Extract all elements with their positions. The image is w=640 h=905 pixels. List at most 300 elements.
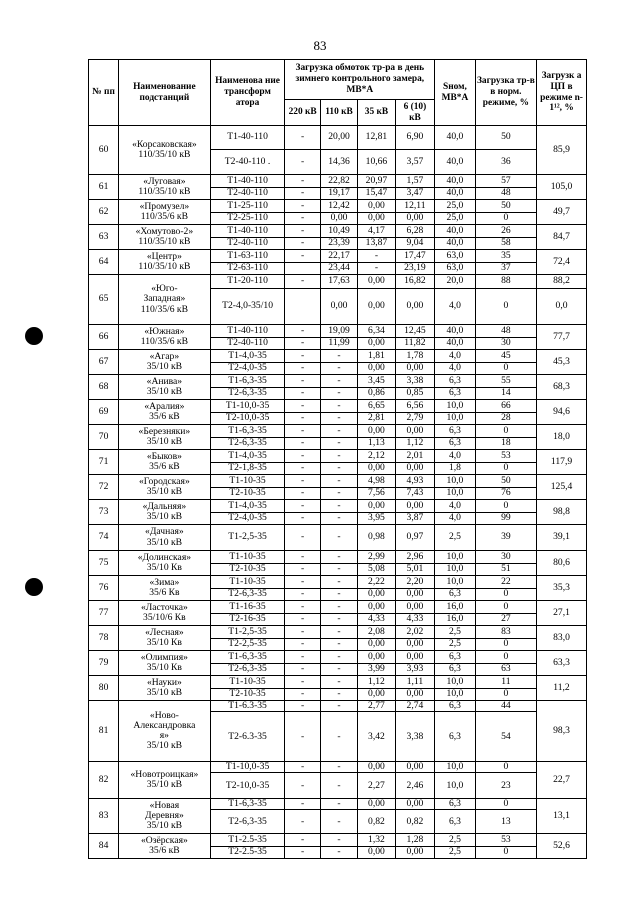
table-row bbox=[89, 175, 587, 188]
header-load-group: Загрузка обмоток тр-ра в день зимнего контрольного замера, МВ*А bbox=[285, 60, 435, 100]
load-35kv: 12,81 bbox=[358, 126, 395, 150]
load-35kv: 3,45 bbox=[358, 375, 395, 388]
cp-load-n1: 77,7 bbox=[537, 325, 587, 350]
transformer-name: Т2-6,3-35 bbox=[210, 810, 285, 834]
load-35kv: 2,27 bbox=[358, 773, 395, 799]
cp-load-n1: 45,3 bbox=[537, 350, 587, 375]
load-6-10kv: 3,38 bbox=[395, 712, 435, 762]
row-number: 60 bbox=[89, 126, 119, 175]
row-number: 79 bbox=[89, 651, 119, 676]
cp-load-n1: 52,6 bbox=[537, 834, 587, 859]
transformer-name: Т1-10,0-35 bbox=[210, 762, 285, 773]
snom-value: 40,0 bbox=[435, 237, 476, 250]
load-percent: 44 bbox=[475, 701, 536, 712]
transformer-name: Т2-40-110 bbox=[210, 237, 285, 250]
cp-load-n1: 85,9 bbox=[537, 126, 587, 175]
load-220kv: - bbox=[285, 412, 320, 425]
load-110kv: - bbox=[320, 651, 357, 664]
substation-name: «Хомутово-2» 110/35/10 кВ bbox=[119, 225, 210, 250]
row-number: 72 bbox=[89, 475, 119, 500]
load-35kv: 2,81 bbox=[358, 412, 395, 425]
load-110kv: - bbox=[320, 563, 357, 576]
table-row bbox=[89, 450, 587, 463]
transformer-name: Т1-6.3-35 bbox=[210, 701, 285, 712]
row-number: 80 bbox=[89, 676, 119, 701]
load-110kv: - bbox=[320, 588, 357, 601]
substation-name: «Олимпия» 35/10 Кв bbox=[119, 651, 210, 676]
load-percent: 35 bbox=[475, 250, 536, 263]
load-35kv: 0,00 bbox=[358, 846, 395, 859]
cp-load-n1: 105,0 bbox=[537, 175, 587, 200]
load-percent: 0 bbox=[475, 688, 536, 701]
load-110kv: 22,17 bbox=[320, 250, 357, 263]
substation-name: «Южная» 110/35/6 кВ bbox=[119, 325, 210, 350]
table-body bbox=[89, 126, 587, 859]
load-percent: 76 bbox=[475, 487, 536, 500]
load-6-10kv: 0,00 bbox=[395, 651, 435, 664]
load-percent: 55 bbox=[475, 375, 536, 388]
table-row bbox=[89, 350, 587, 363]
snom-value: 25,0 bbox=[435, 212, 476, 225]
load-6-10kv: 1,12 bbox=[395, 437, 435, 450]
transformer-name: Т1-4,0-35 bbox=[210, 450, 285, 463]
load-35kv: 0,00 bbox=[358, 462, 395, 475]
load-220kv: - bbox=[285, 762, 320, 773]
transformer-name: Т2-40-110 bbox=[210, 187, 285, 200]
load-percent: 54 bbox=[475, 712, 536, 762]
load-110kv: - bbox=[320, 846, 357, 859]
table-row bbox=[89, 375, 587, 388]
load-220kv: - bbox=[285, 475, 320, 488]
snom-value: 10,0 bbox=[435, 400, 476, 413]
header-110kv: 110 кВ bbox=[320, 100, 357, 126]
load-110kv: - bbox=[320, 576, 357, 589]
row-number: 77 bbox=[89, 601, 119, 626]
substation-name: «Зима» 35/6 Кв bbox=[119, 576, 210, 601]
load-6-10kv: 0,85 bbox=[395, 387, 435, 400]
substation-name: «Ново- Александровка я» 35/10 кВ bbox=[119, 701, 210, 762]
load-35kv: 2,12 bbox=[358, 450, 395, 463]
transformer-name: Т2-4,0-35 bbox=[210, 512, 285, 525]
snom-value: 6,3 bbox=[435, 588, 476, 601]
transformer-name: Т2-63-110 bbox=[210, 262, 285, 275]
substation-name: «Науки» 35/10 кВ bbox=[119, 676, 210, 701]
load-35kv: 10,66 bbox=[358, 150, 395, 175]
transformer-name: Т1-10,0-35 bbox=[210, 400, 285, 413]
snom-value: 10,0 bbox=[435, 563, 476, 576]
load-35kv: 15,47 bbox=[358, 187, 395, 200]
load-110kv: - bbox=[320, 525, 357, 551]
row-number: 78 bbox=[89, 626, 119, 651]
transformer-name: Т2-10-35 bbox=[210, 563, 285, 576]
load-35kv: 1,12 bbox=[358, 676, 395, 689]
table-row bbox=[89, 701, 587, 712]
load-220kv: - bbox=[285, 551, 320, 564]
transformer-name: Т1-2,5-35 bbox=[210, 525, 285, 551]
load-220kv: - bbox=[285, 375, 320, 388]
load-110kv: 19,17 bbox=[320, 187, 357, 200]
substation-name: «Дальняя» 35/10 кВ bbox=[119, 500, 210, 525]
snom-value: 4,0 bbox=[435, 350, 476, 363]
header-num: № пп bbox=[89, 60, 119, 126]
load-percent: 0 bbox=[475, 846, 536, 859]
transformer-name: Т1-16-35 bbox=[210, 601, 285, 614]
row-number: 76 bbox=[89, 576, 119, 601]
load-220kv: - bbox=[285, 325, 320, 338]
load-220kv: - bbox=[285, 275, 320, 289]
header-35kv: 35 кВ bbox=[358, 100, 395, 126]
load-220kv: - bbox=[285, 701, 320, 712]
snom-value: 10,0 bbox=[435, 762, 476, 773]
load-percent: 28 bbox=[475, 412, 536, 425]
substation-name: «Промузел» 110/35/6 кВ bbox=[119, 200, 210, 225]
load-6-10kv: 2,74 bbox=[395, 701, 435, 712]
substation-name: «Анива» 35/10 кВ bbox=[119, 375, 210, 400]
load-6-10kv: 2,96 bbox=[395, 551, 435, 564]
load-percent: 30 bbox=[475, 551, 536, 564]
load-220kv: - bbox=[285, 601, 320, 614]
snom-value: 6,3 bbox=[435, 437, 476, 450]
load-percent: 23 bbox=[475, 773, 536, 799]
table-row bbox=[89, 651, 587, 664]
table-row bbox=[89, 250, 587, 263]
load-percent: 0 bbox=[475, 601, 536, 614]
load-6-10kv: 9,04 bbox=[395, 237, 435, 250]
load-6-10kv: 0,00 bbox=[395, 462, 435, 475]
load-percent: 0 bbox=[475, 762, 536, 773]
snom-value: 4,0 bbox=[435, 362, 476, 375]
substation-name: «Агар» 35/10 кВ bbox=[119, 350, 210, 375]
header-snom: Sном, МВ*А bbox=[435, 60, 476, 126]
snom-value: 6,3 bbox=[435, 712, 476, 762]
snom-value: 10,0 bbox=[435, 412, 476, 425]
snom-value: 4,0 bbox=[435, 512, 476, 525]
load-35kv: 2,22 bbox=[358, 576, 395, 589]
transformer-name: Т1-10-35 bbox=[210, 551, 285, 564]
load-220kv: - bbox=[285, 200, 320, 213]
load-35kv: 0,00 bbox=[358, 289, 395, 325]
load-220kv: - bbox=[285, 500, 320, 513]
transformer-name: Т1-10-35 bbox=[210, 576, 285, 589]
load-110kv: - bbox=[320, 400, 357, 413]
table-row bbox=[89, 525, 587, 551]
transformer-name: Т2-4,0-35 bbox=[210, 362, 285, 375]
load-35kv: 13,87 bbox=[358, 237, 395, 250]
load-220kv: - bbox=[285, 588, 320, 601]
load-percent: 0 bbox=[475, 638, 536, 651]
load-6-10kv: 0,00 bbox=[395, 799, 435, 810]
load-6-10kv: 0,00 bbox=[395, 762, 435, 773]
transformer-name: Т1-6,3-35 bbox=[210, 651, 285, 664]
snom-value: 25,0 bbox=[435, 200, 476, 213]
load-35kv: 2,77 bbox=[358, 701, 395, 712]
load-220kv: - bbox=[285, 187, 320, 200]
row-number: 75 bbox=[89, 551, 119, 576]
cp-load-n1: 68,3 bbox=[537, 375, 587, 400]
load-percent: 83 bbox=[475, 626, 536, 639]
load-6-10kv: 0,00 bbox=[395, 289, 435, 325]
load-6-10kv: 1,28 bbox=[395, 834, 435, 847]
snom-value: 2,5 bbox=[435, 638, 476, 651]
substation-name: «Новая Деревня» 35/10 кВ bbox=[119, 799, 210, 834]
transformer-name: Т1-20-110 bbox=[210, 275, 285, 289]
load-percent: 48 bbox=[475, 325, 536, 338]
transformer-name: Т2-1,8-35 bbox=[210, 462, 285, 475]
load-220kv: - bbox=[285, 525, 320, 551]
load-220kv: - bbox=[285, 225, 320, 238]
load-6-10kv: 0,00 bbox=[395, 425, 435, 438]
load-6-10kv: 0,00 bbox=[395, 846, 435, 859]
snom-value: 4,0 bbox=[435, 289, 476, 325]
snom-value: 6,3 bbox=[435, 799, 476, 810]
load-220kv: - bbox=[285, 576, 320, 589]
load-6-10kv: 0,00 bbox=[395, 212, 435, 225]
load-percent: 0 bbox=[475, 425, 536, 438]
snom-value: 6,3 bbox=[435, 387, 476, 400]
load-percent: 0 bbox=[475, 362, 536, 375]
transformer-name: Т1-4,0-35 bbox=[210, 500, 285, 513]
load-110kv: - bbox=[320, 375, 357, 388]
load-percent: 63 bbox=[475, 663, 536, 676]
load-110kv: 23,44 bbox=[320, 262, 357, 275]
load-110kv: 0,00 bbox=[320, 212, 357, 225]
load-110kv: 17,63 bbox=[320, 275, 357, 289]
load-6-10kv: 0,97 bbox=[395, 525, 435, 551]
load-percent: 0 bbox=[475, 799, 536, 810]
load-percent: 58 bbox=[475, 237, 536, 250]
substation-name: «Центр» 110/35/10 кВ bbox=[119, 250, 210, 275]
load-110kv: - bbox=[320, 638, 357, 651]
load-6-10kv: 0,00 bbox=[395, 601, 435, 614]
cp-load-n1: 49,7 bbox=[537, 200, 587, 225]
load-220kv: - bbox=[285, 712, 320, 762]
snom-value: 10,0 bbox=[435, 551, 476, 564]
load-110kv: - bbox=[320, 362, 357, 375]
load-35kv: 5,08 bbox=[358, 563, 395, 576]
load-6-10kv: 0,00 bbox=[395, 500, 435, 513]
load-110kv: - bbox=[320, 676, 357, 689]
load-6-10kv: 0,00 bbox=[395, 688, 435, 701]
load-35kv: 0,00 bbox=[358, 500, 395, 513]
transformer-name: Т2-6,3-35 bbox=[210, 387, 285, 400]
cp-load-n1: 18,0 bbox=[537, 425, 587, 450]
cp-load-n1: 0,0 bbox=[537, 289, 587, 325]
transformer-name: Т2-4,0-35/10 bbox=[210, 289, 285, 325]
load-220kv: - bbox=[285, 834, 320, 847]
transformer-name: Т2-6,3-35 bbox=[210, 437, 285, 450]
page-number: 83 bbox=[313, 38, 327, 53]
snom-value: 4,0 bbox=[435, 450, 476, 463]
load-35kv: 1,81 bbox=[358, 350, 395, 363]
load-220kv: - bbox=[285, 337, 320, 350]
load-220kv: - bbox=[285, 626, 320, 639]
cp-load-n1: 83,0 bbox=[537, 626, 587, 651]
snom-value: 10,0 bbox=[435, 688, 476, 701]
load-110kv: 14,36 bbox=[320, 150, 357, 175]
load-6-10kv: 6,56 bbox=[395, 400, 435, 413]
load-110kv: - bbox=[320, 712, 357, 762]
load-220kv: - bbox=[285, 425, 320, 438]
substation-name: «Долинская» 35/10 Кв bbox=[119, 551, 210, 576]
load-35kv: 0,00 bbox=[358, 762, 395, 773]
load-110kv: - bbox=[320, 462, 357, 475]
load-percent: 45 bbox=[475, 350, 536, 363]
snom-value: 6,3 bbox=[435, 425, 476, 438]
load-110kv: - bbox=[320, 387, 357, 400]
transformer-name: Т2-40-110 . bbox=[210, 150, 285, 175]
load-percent: 37 bbox=[475, 262, 536, 275]
load-35kv: 3,95 bbox=[358, 512, 395, 525]
transformer-name: Т1-25-110 bbox=[210, 200, 285, 213]
load-35kv: 2,99 bbox=[358, 551, 395, 564]
load-35kv: 2,08 bbox=[358, 626, 395, 639]
snom-value: 10,0 bbox=[435, 487, 476, 500]
substation-name: «Быков» 35/6 кВ bbox=[119, 450, 210, 475]
transformer-name: Т2-25-110 bbox=[210, 212, 285, 225]
transformer-name: Т1-10-35 bbox=[210, 676, 285, 689]
load-percent: 0 bbox=[475, 588, 536, 601]
transformer-name: Т1-2.5-35 bbox=[210, 834, 285, 847]
load-110kv: - bbox=[320, 487, 357, 500]
cp-load-n1: 80,6 bbox=[537, 551, 587, 576]
cp-load-n1: 94,6 bbox=[537, 400, 587, 425]
row-number: 66 bbox=[89, 325, 119, 350]
substation-name: «Лесная» 35/10 Кв bbox=[119, 626, 210, 651]
row-number: 65 bbox=[89, 275, 119, 325]
load-220kv: - bbox=[285, 799, 320, 810]
load-percent: 0 bbox=[475, 462, 536, 475]
cp-load-n1: 125,4 bbox=[537, 475, 587, 500]
load-percent: 11 bbox=[475, 676, 536, 689]
snom-value: 10,0 bbox=[435, 475, 476, 488]
load-110kv: 22,82 bbox=[320, 175, 357, 188]
load-110kv: - bbox=[320, 762, 357, 773]
load-6-10kv: 2,01 bbox=[395, 450, 435, 463]
load-110kv: - bbox=[320, 834, 357, 847]
table-row bbox=[89, 425, 587, 438]
load-35kv: 6,65 bbox=[358, 400, 395, 413]
load-35kv: 4,17 bbox=[358, 225, 395, 238]
row-number: 64 bbox=[89, 250, 119, 275]
load-220kv: - bbox=[285, 676, 320, 689]
load-6-10kv: 23,19 bbox=[395, 262, 435, 275]
row-number: 84 bbox=[89, 834, 119, 859]
transformer-name: Т2-10-35 bbox=[210, 487, 285, 500]
load-35kv: 3,99 bbox=[358, 663, 395, 676]
transformer-name: Т1-40-110 bbox=[210, 325, 285, 338]
transformer-name: Т1-6,3-35 bbox=[210, 425, 285, 438]
snom-value: 2,5 bbox=[435, 834, 476, 847]
load-110kv: - bbox=[320, 412, 357, 425]
load-35kv: 7,56 bbox=[358, 487, 395, 500]
load-220kv: - bbox=[285, 487, 320, 500]
header-transformer: Наименова ние трансформ атора bbox=[210, 60, 285, 126]
load-220kv: - bbox=[285, 400, 320, 413]
load-6-10kv: 3,47 bbox=[395, 187, 435, 200]
binder-hole bbox=[25, 327, 43, 345]
load-110kv: - bbox=[320, 450, 357, 463]
cp-load-n1: 63,3 bbox=[537, 651, 587, 676]
load-110kv: 20,00 bbox=[320, 126, 357, 150]
snom-value: 40,0 bbox=[435, 337, 476, 350]
load-6-10kv: 16,82 bbox=[395, 275, 435, 289]
load-35kv: 0,00 bbox=[358, 212, 395, 225]
table-row bbox=[89, 500, 587, 513]
load-110kv: 11,99 bbox=[320, 337, 357, 350]
header-cp-load: Загрузк а ЦП в режиме n-1¹², % bbox=[537, 60, 587, 126]
load-110kv: - bbox=[320, 613, 357, 626]
cp-load-n1: 13,1 bbox=[537, 799, 587, 834]
cp-load-n1: 98,3 bbox=[537, 701, 587, 762]
header-220kv: 220 кВ bbox=[285, 100, 320, 126]
load-220kv: - bbox=[285, 450, 320, 463]
load-110kv: - bbox=[320, 512, 357, 525]
snom-value: 6,3 bbox=[435, 701, 476, 712]
load-35kv: 0,00 bbox=[358, 362, 395, 375]
substation-name: «Аралия» 35/6 кВ bbox=[119, 400, 210, 425]
snom-value: 6,3 bbox=[435, 810, 476, 834]
load-percent: 53 bbox=[475, 834, 536, 847]
load-110kv: - bbox=[320, 773, 357, 799]
load-220kv: - bbox=[285, 212, 320, 225]
table-row bbox=[89, 126, 587, 150]
cp-load-n1: 27,1 bbox=[537, 601, 587, 626]
table-row bbox=[89, 200, 587, 213]
load-percent: 53 bbox=[475, 450, 536, 463]
table-row bbox=[89, 576, 587, 589]
load-220kv: - bbox=[285, 362, 320, 375]
load-6-10kv: 12,45 bbox=[395, 325, 435, 338]
snom-value: 40,0 bbox=[435, 150, 476, 175]
load-35kv: 3,42 bbox=[358, 712, 395, 762]
table-row bbox=[89, 551, 587, 564]
snom-value: 4,0 bbox=[435, 500, 476, 513]
substation-name: «Дачная» 35/10 кВ bbox=[119, 525, 210, 551]
substation-name: «Луговая» 110/35/10 кВ bbox=[119, 175, 210, 200]
snom-value: 40,0 bbox=[435, 225, 476, 238]
load-percent: 50 bbox=[475, 200, 536, 213]
load-220kv: - bbox=[285, 651, 320, 664]
snom-value: 2,5 bbox=[435, 846, 476, 859]
cp-load-n1: 35,3 bbox=[537, 576, 587, 601]
load-220kv: - bbox=[285, 613, 320, 626]
snom-value: 63,0 bbox=[435, 262, 476, 275]
row-number: 74 bbox=[89, 525, 119, 551]
snom-value: 40,0 bbox=[435, 325, 476, 338]
transformer-name: Т2-10-35 bbox=[210, 688, 285, 701]
load-220kv: - bbox=[285, 462, 320, 475]
transformer-name: Т2-6.3-35 bbox=[210, 712, 285, 762]
load-percent: 18 bbox=[475, 437, 536, 450]
load-110kv: - bbox=[320, 425, 357, 438]
load-220kv: - bbox=[285, 350, 320, 363]
transformer-name: Т1-6,3-35 bbox=[210, 375, 285, 388]
load-220kv: - bbox=[285, 250, 320, 263]
snom-value: 20,0 bbox=[435, 275, 476, 289]
snom-value: 6,3 bbox=[435, 663, 476, 676]
load-6-10kv: 3,38 bbox=[395, 375, 435, 388]
transformer-name: Т2-16-35 bbox=[210, 613, 285, 626]
load-percent: 50 bbox=[475, 475, 536, 488]
load-percent: 99 bbox=[475, 512, 536, 525]
load-110kv: - bbox=[320, 601, 357, 614]
load-110kv: - bbox=[320, 626, 357, 639]
snom-value: 10,0 bbox=[435, 576, 476, 589]
load-6-10kv: 2,79 bbox=[395, 412, 435, 425]
load-percent: 57 bbox=[475, 175, 536, 188]
load-35kv: 20,97 bbox=[358, 175, 395, 188]
transformer-name: Т2-40-110 bbox=[210, 337, 285, 350]
